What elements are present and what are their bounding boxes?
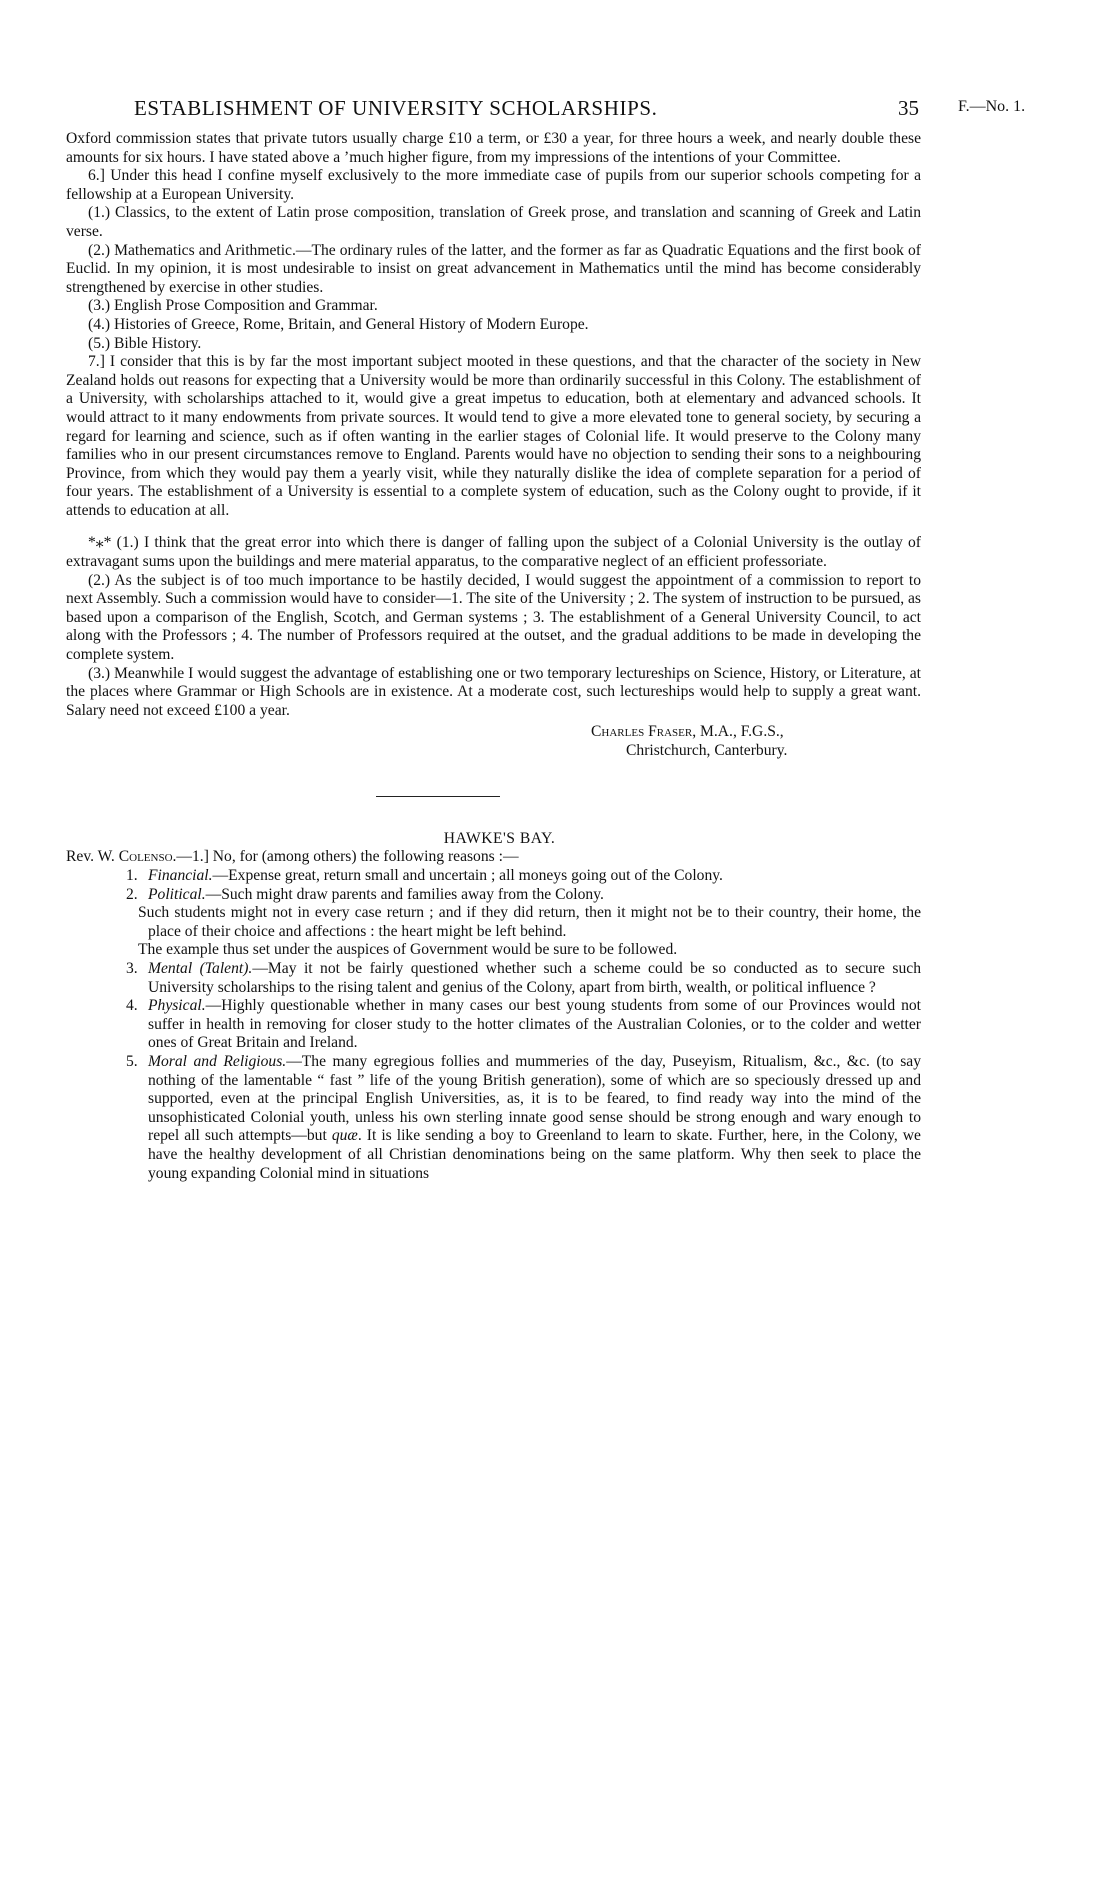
paragraph: 7.] I consider that this is by far the most important subject mooted in these questions, and that the character of the society in New Zealand holds out reasons for expecting that a University would be more than ordinarily successful in this Colony. The establishment of a University, with scholarships attached to it, would give a great impetus to education, both at elementary and advanced schools. It would attract to it many endowments from private sources. It would tend to give a more elevated tone to general society, by securing a regard for learning and science, such as if often wanting in the earlier stages of Colonial life. It would preserve to the Colony many families who in our present circumstances remove to England. Parents would have no objection to sending their sons to a neighbouring Province, from which they would pay them a yearly visit, while they naturally dislike the idea of complete separation for a period of four years. The establishment of a University is essential to a complete system of education, such as the Colony ought to provide, if it attends to education at all. (66, 353, 921, 519)
document-page (66, 96, 921, 1183)
paragraph: 6.] Under this head I confine myself exclusively to the more immediate case of pupils from our superior schools competing for a fellowship at a European University. (66, 167, 921, 203)
paragraph: Oxford commission states that private tutors usually charge £10 a term, or £30 a year, for three hours a week, and nearly double these amounts for six hours. I have stated above a ʼmuch higher figure, from my impressions of the intentions of your Committee. (66, 130, 921, 166)
item-italic-word: quæ (331, 1127, 358, 1145)
intro-name: Colenso (118, 848, 173, 866)
item-number: 2. (126, 885, 138, 903)
item-text: . It is like sending a boy to Greenland to learn to skate. Further, here, in the Colony, we have the healthy development of all Christian denominations being on the same platform. Why then seek to place the young expanding Colonial mind in situations (148, 1127, 921, 1182)
section-intro (66, 848, 921, 867)
paragraph: (2.) Mathematics and Arithmetic.—The ordinary rules of the latter, and the former as far as Quadratic Equations and the first book of Euclid. In my opinion, it is most undesirable to insist on great advancement in Mathematics until the mind has become considerably strengthened by exercise in other studies. (66, 241, 921, 296)
document-ref: F.—No. 1. (958, 98, 1026, 115)
section-divider (376, 796, 500, 797)
section-title: HAWKE'S BAY. (443, 830, 556, 848)
body-text (66, 130, 921, 720)
paragraph: (3.) English Prose Composition and Grammar. (88, 297, 378, 315)
paragraph: (4.) Histories of Greece, Rome, Britain, and General History of Modern Europe. (88, 315, 589, 333)
running-header (66, 96, 921, 130)
intro-rest: .—1.] No, for (among others) the following reasons :— (172, 848, 519, 866)
list-item-note: The example thus set under the auspices of Government would be sure to be followed. (138, 941, 678, 959)
item-text: —Expense great, return small and uncertain ; all moneys going out of the Colony. (212, 867, 723, 884)
item-label: Political. (148, 885, 206, 903)
item-text: —May it not be fairly questioned whether such a scheme could be so conducted as to secure such University scholarships to the rising talent and genius of the Colony, apart from birth, wealth, or political influence ? (148, 959, 921, 996)
item-text: —The many egregious follies and mummeries of the day, Puseyism, Ritualism, &c., &c. (to say nothing of the lamentable “ fast ” life of the young British generation), some of which are so speciously dressed up and supported, even at the principal English Universities, as, it is to be feared, to find ready way into the mind of the unsophisticated Colonial youth, unless his own sterling innate good sense should be strong enough and wary enough to repel all such attempts—but (148, 1052, 921, 1145)
item-number: 1. (126, 867, 138, 884)
list-item (66, 886, 921, 905)
paragraph: (3.) Meanwhile I would suggest the advantage of establishing one or two temporary lectureships on Science, History, or Literature, at the places where Grammar or High Schools are in existence. At a moderate cost, such lectureships would help to supply a great want. Salary need not exceed £100 a year. (66, 664, 921, 719)
paragraph: *⁎* (1.) I think that the great error into which there is danger of falling upon the subject of a Colonial University is the outlay of extravagant sums upon the buildings and mere material apparatus, to the comparative neglect of an efficient professoriate. (66, 534, 921, 571)
header-title: ESTABLISHMENT OF UNIVERSITY SCHOLARSHIPS. (134, 96, 658, 120)
item-label: Mental (Talent). (148, 959, 253, 977)
item-text: —Highly questionable whether in many cases our best young students from some of our Provinces would not suffer in health in removing for closer study to the hotter climates of the Australian Colonies, or to the colder and wetter ones of Great Britain and Ireland. (148, 997, 921, 1052)
signature-credentials: , M.A., F.G.S., (692, 723, 784, 741)
page-number: 35 (898, 96, 919, 120)
list-item (66, 867, 921, 886)
item-text: —Such might draw parents and families away from the Colony. (205, 885, 604, 903)
item-number: 5. (126, 1052, 138, 1070)
list-item (66, 1053, 921, 1183)
paragraph: (1.) Classics, to the extent of Latin prose composition, translation of Greek prose, and translation and scanning of Greek and Latin verse. (66, 204, 921, 240)
paragraph: (2.) As the subject is of too much importance to be hastily decided, I would suggest the appointment of a commission to report to next Assembly. Such a commission would have to consider—1. The site of the University ; 2. The system of instruction to be pursued, as based upon a comparison of the English, Scotch, and German systems ; 3. The establishment of a General University Council, to act along with the Professors ; 4. The number of Professors required at the outset, and the gradual additions to be made in developing the complete system. (66, 571, 921, 664)
item-number: 3. (126, 959, 138, 977)
signature (66, 722, 921, 760)
paragraph: (5.) Bible History. (88, 334, 202, 352)
item-label: Physical. (148, 997, 206, 1015)
item-label: Moral and Religious. (148, 1052, 287, 1070)
signature-name: Charles Fraser (591, 723, 693, 741)
signature-name-line (66, 722, 921, 741)
item-number: 4. (126, 997, 138, 1015)
list-item (66, 960, 921, 997)
signature-place: Christchurch, Canterbury. (626, 742, 788, 760)
list-item (66, 997, 921, 1053)
intro-prefix: Rev. W. (66, 848, 119, 866)
list-item-continuation: Such students might not in every case return ; and if they did return, then it might not be to their country, their home, the place of their choice and affections : the heart might be left behind. (138, 904, 921, 940)
item-label: Financial. (148, 867, 213, 884)
section-body (66, 848, 921, 1183)
